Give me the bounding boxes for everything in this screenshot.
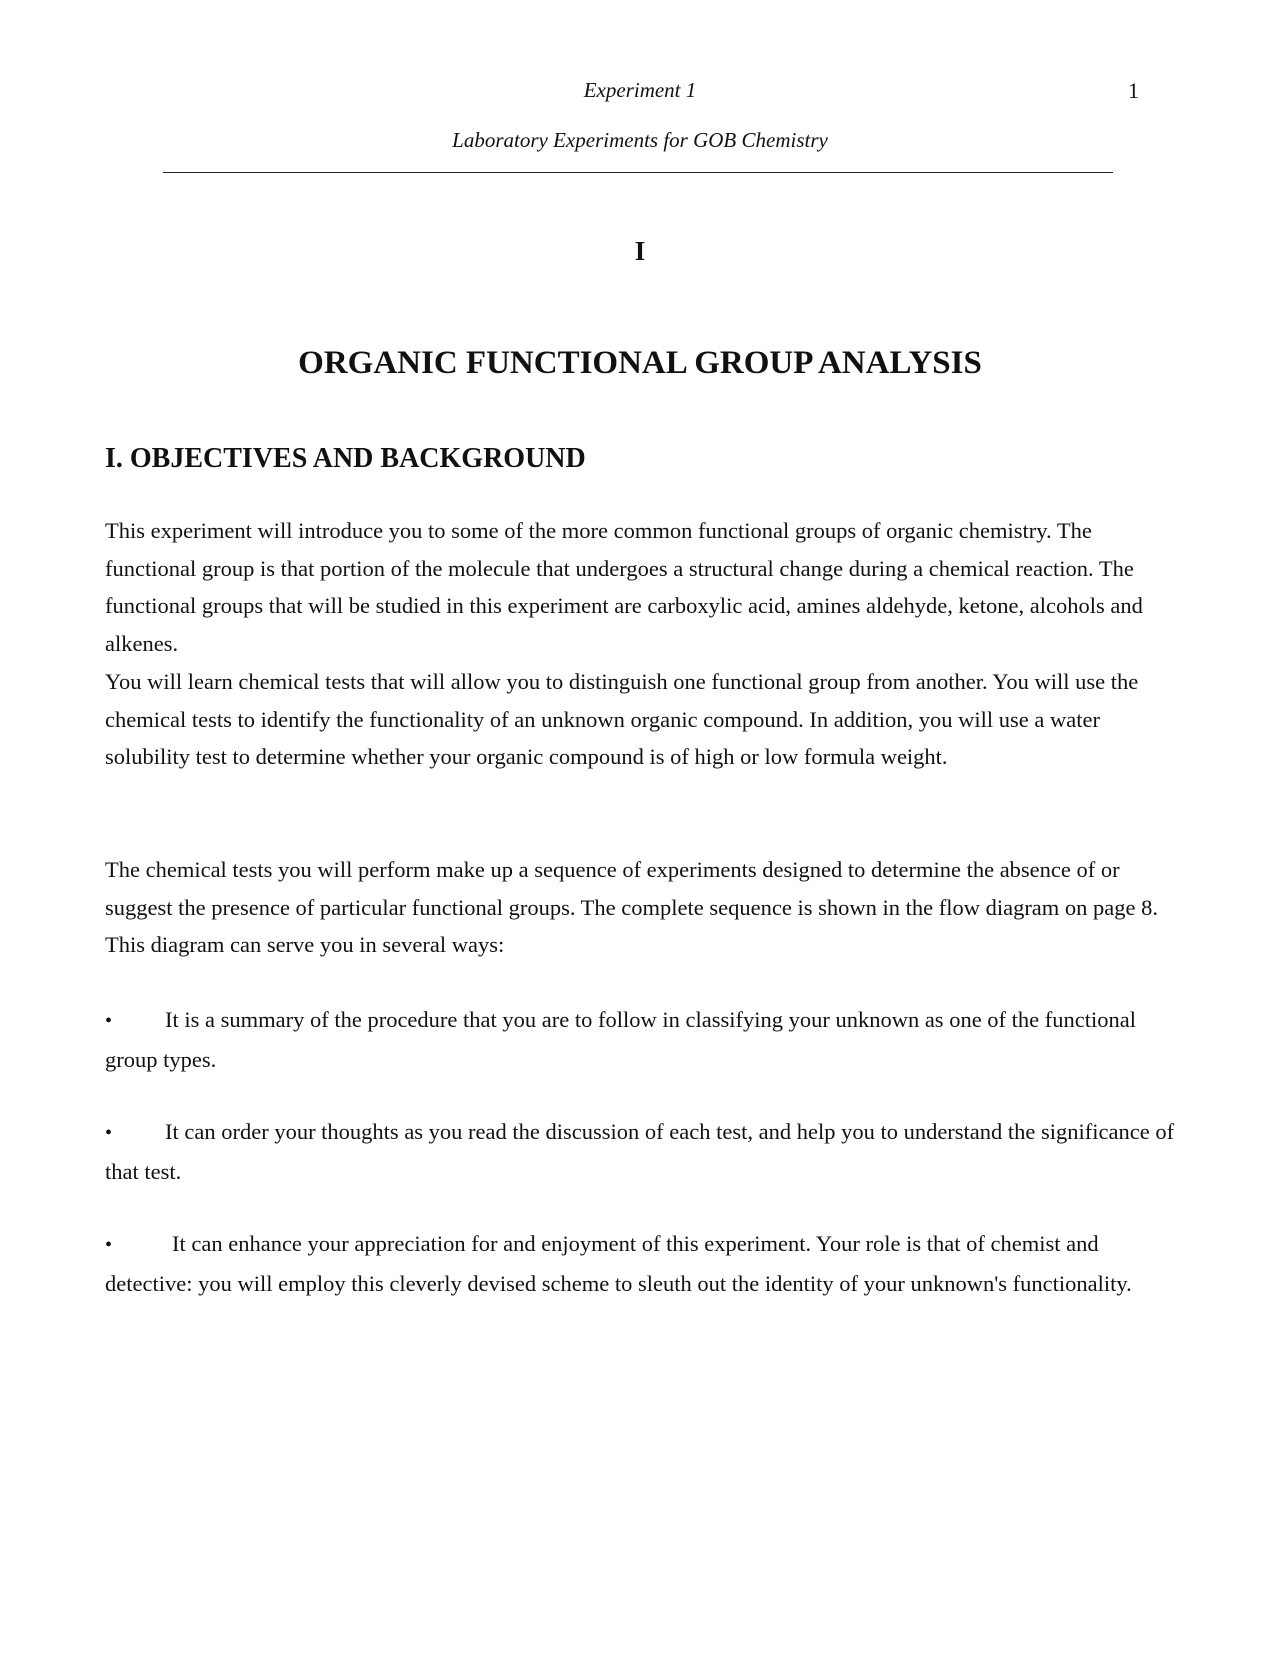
chapter-title: ORGANIC FUNCTIONAL GROUP ANALYSIS (298, 345, 982, 381)
bullet-item (105, 1225, 1185, 1302)
bullet-item (105, 1113, 1185, 1190)
bullet-text: It can order your thoughts as you read the discussion of each test, and help you to understand the significance of that test. (105, 1119, 1175, 1184)
chapter-number: I (634, 236, 646, 266)
bullet-item (105, 1001, 1185, 1078)
body-paragraph (105, 663, 1185, 776)
header-rule (163, 172, 1113, 173)
bullet-text: It can enhance your appreciation for and enjoyment of this experiment. Your role is that of chemist and detective: you will employ this cleverly devised scheme to sleuth out the identity of your unknown's functionality. (105, 1231, 1132, 1296)
paragraph-text: You will learn chemical tests that will allow you to distinguish one functional group from another. You will use the chemical tests to identify the functionality of an unknown organic compound. In addition, you will use a water solubility test to determine whether your organic compound is of high or low formula weight. (105, 669, 1139, 769)
bullet-text: It is a summary of the procedure that you are to follow in classifying your unknown as one of the functional group types. (105, 1007, 1137, 1072)
page-header-subtitle: Laboratory Experiments for GOB Chemistry (452, 128, 828, 152)
page-number: 1 (1128, 78, 1139, 103)
bullet-icon: • (105, 1122, 113, 1144)
bullet-icon: • (105, 1010, 113, 1032)
bullet-icon: • (105, 1234, 113, 1256)
body-paragraph (105, 851, 1185, 964)
paragraph-text: The chemical tests you will perform make up a sequence of experiments designed to determine the absence of or suggest the presence of particular functional groups. The complete sequence is shown in the flow diagram on page 8. This diagram can serve you in several ways: (105, 857, 1159, 957)
body-paragraph (105, 512, 1185, 662)
page-header-title: Experiment 1 (583, 78, 697, 102)
section-heading: I. OBJECTIVES AND BACKGROUND (105, 443, 586, 474)
paragraph-text: This experiment will introduce you to some of the more common functional groups of organic chemistry. The functional group is that portion of the molecule that undergoes a structural change during a chemical reaction. The functional groups that will be studied in this experiment are carboxylic acid, amines aldehyde, ketone, alcohols and alkenes. (105, 518, 1143, 656)
